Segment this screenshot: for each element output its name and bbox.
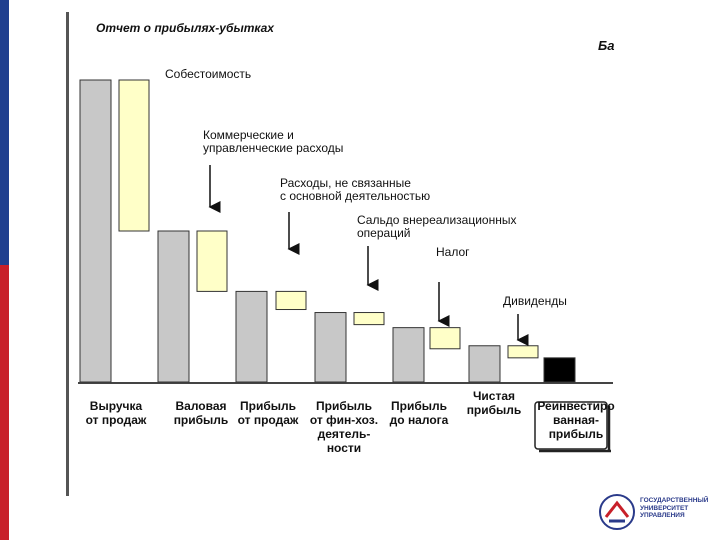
total-bar-4 xyxy=(315,313,346,382)
total-bar-3 xyxy=(236,291,267,382)
university-logo xyxy=(598,493,708,531)
total-bar-7 xyxy=(544,358,575,382)
total-bar-1 xyxy=(80,80,111,382)
deduction-bar-6 xyxy=(508,346,538,358)
category-label-5: Прибыль до налога xyxy=(389,399,449,427)
category-label-6: Чистая прибыль xyxy=(466,389,522,417)
total-bar-6 xyxy=(469,346,500,382)
deduction-bar-3 xyxy=(276,291,306,309)
deduction-bar-4 xyxy=(354,313,384,325)
deduction-label-1: Собестоимость xyxy=(165,67,252,81)
category-label-1: Выручка от продаж xyxy=(85,399,147,427)
total-bar-2 xyxy=(158,231,189,382)
category-label-7: Реинвестиро ванная-прибыль xyxy=(537,399,615,441)
category-label-2: Валовая прибыль xyxy=(173,399,229,427)
chart-title: Отчет о прибылях-убытках xyxy=(96,21,274,35)
category-label-3: Прибыль от продаж xyxy=(237,399,299,427)
logo-text: ГОСУДАРСТВЕННЫЙ УНИВЕРСИТЕТ УПРАВЛЕНИЯ xyxy=(640,497,709,519)
logo-emblem-icon xyxy=(598,493,636,531)
total-bar-5 xyxy=(393,328,424,382)
deduction-label-6: Дивиденды xyxy=(503,294,567,308)
deduction-label-5: Налог xyxy=(436,245,470,259)
category-label-4: Прибыль от фин-хоз. деятель-ности xyxy=(309,399,379,455)
deduction-label-3: Расходы, не связанные с основной деятельностью xyxy=(280,176,431,203)
corner-text: Ба xyxy=(598,38,615,53)
deduction-bar-5 xyxy=(430,328,460,349)
deduction-label-4: Сальдо внереализационных операций xyxy=(357,213,517,240)
deduction-bar-1 xyxy=(119,80,149,231)
deduction-bar-2 xyxy=(197,231,227,291)
deduction-label-2: Коммерческие и управленческие расходы xyxy=(203,128,344,155)
